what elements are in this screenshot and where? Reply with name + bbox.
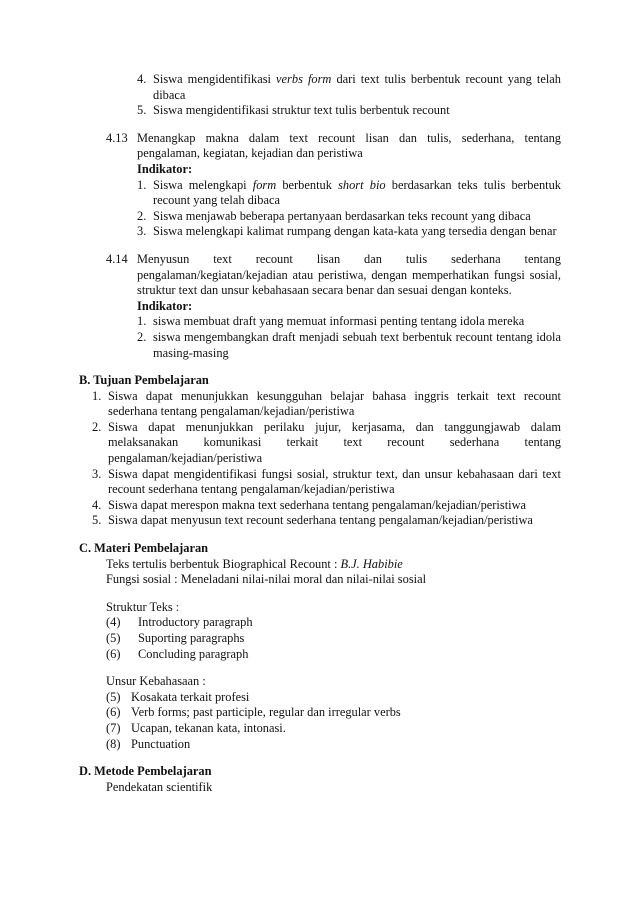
section-d	[79, 764, 561, 795]
kd-text: Menangkap makna dalam text recount lisan dan tulis, sederhana, tentang pengalaman, kegiatan, kejadian dan peristiwa	[137, 130, 561, 161]
teks-line: Teks tertulis berbentuk Biographical Recount : B.J. Habibie	[106, 556, 403, 571]
fungsi-line: Fungsi sosial : Meneladani nilai-nilai moral dan nilai-nilai sosial	[106, 572, 427, 587]
list-item: (6) Verb forms; past participle, regular dan irregular verbs	[106, 705, 401, 720]
list-item: 1. Siswa melengkapi form berbentuk short bio berdasarkan teks tulis berbentuk recount yang telah dibaca	[137, 177, 561, 208]
kd-4-13	[106, 131, 561, 240]
list-item: 5. Siswa mengidentifikasi struktur text tulis berbentuk recount	[137, 103, 450, 118]
struktur-label: Struktur Teks :	[106, 599, 180, 614]
list-item: 4. Siswa mengidentifikasi verbs form dari text tulis berbentuk recount yang telah dibaca	[137, 72, 561, 102]
section-heading: B. Tujuan Pembelajaran	[79, 373, 209, 388]
list-item: (4) Introductory paragraph	[106, 615, 253, 630]
section-b	[79, 373, 561, 529]
section-a-indicator-list	[137, 72, 561, 119]
list-item: (5) Kosakata terkait profesi	[106, 689, 250, 704]
list-item: 2. Siswa menjawab beberapa pertanyaan berdasarkan teks recount yang dibaca	[137, 208, 531, 223]
section-heading: D. Metode Pembelajaran	[79, 764, 212, 779]
list-item: 2. siswa mengembangkan draft menjadi sebuah text berbentuk recount tentang idola masing-masing	[137, 329, 561, 360]
kd-number: 4.14	[106, 251, 128, 266]
kd-number: 4.13	[106, 130, 128, 145]
list-item: (8) Punctuation	[106, 736, 191, 751]
list-item: (5) Suporting paragraphs	[106, 631, 245, 645]
section-c	[79, 541, 561, 752]
indikator-label: Indikator:	[137, 298, 193, 313]
list-item: 2. Siswa dapat menunjukkan perilaku jujur, kerjasama, dan tanggungjawab dalam melaksanakan komunikasi terkait text recount sederhana tentang pengalaman/kejadian/peristiwa	[92, 419, 561, 466]
list-item: 4. Siswa dapat merespon makna text sederhana tentang pengalaman/kejadian/peristiwa	[92, 497, 527, 512]
list-item: 5. Siswa dapat menyusun text recount sederhana tentang pengalaman/kejadian/peristiwa	[92, 513, 533, 528]
unsur-label: Unsur Kebahasaan :	[106, 674, 206, 689]
list-item: 3. Siswa melengkapi kalimat rumpang dengan kata-kata yang tersedia dengan benar	[137, 224, 557, 239]
kd-4-14	[106, 252, 561, 361]
teks-title: B.J. Habibie	[340, 556, 403, 571]
list-item: 1. Siswa dapat menunjukkan kesungguhan belajar bahasa inggris terkait text recount sederhana tentang pengalaman/kejadian/peristiwa	[92, 388, 561, 419]
list-item: 3. Siswa dapat mengidentifikasi fungsi sosial, struktur text, dan unsur kebahasaan dari text recount sederhana tentang pengalaman/kejadian/peristiwa	[92, 466, 561, 497]
list-item: (6) Concluding paragraph	[106, 646, 249, 661]
kd-text: Menyusun text recount lisan dan tulis sederhana tentang pengalaman/kegiatan/kejadian atau peristiwa, dengan memperhatikan fungsi sosial, struktur text dan unsur kebahasaan secara benar dan sesuai dengan konteks.	[137, 251, 561, 298]
metode-text: Pendekatan scientifik	[106, 779, 213, 794]
list-item: (7) Ucapan, tekanan kata, intonasi.	[106, 720, 286, 735]
indikator-label: Indikator:	[137, 161, 193, 176]
list-item: 1. siswa membuat draft yang memuat informasi penting tentang idola mereka	[137, 314, 525, 329]
section-heading: C. Materi Pembelajaran	[79, 541, 209, 556]
